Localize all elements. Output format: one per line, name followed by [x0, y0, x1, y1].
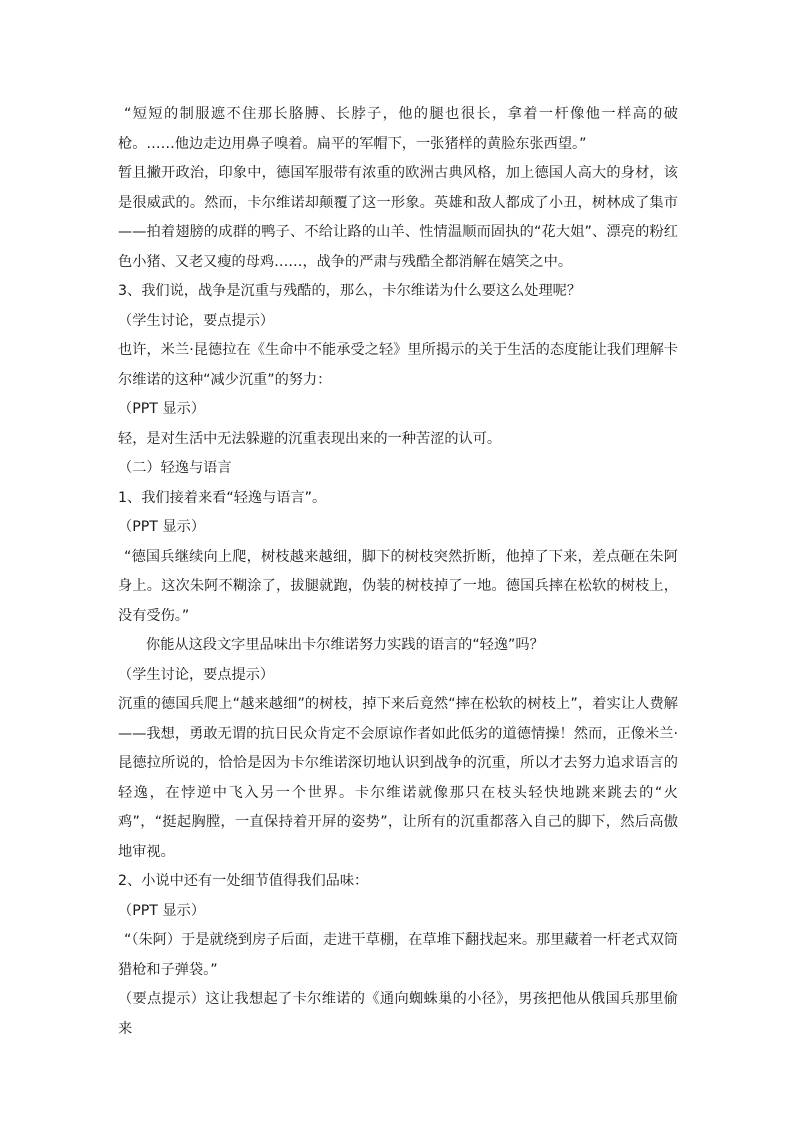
item-1: 1、我们接着来看“轻逸与语言”。: [118, 489, 327, 506]
ppt-note: （PPT 显示）: [118, 519, 206, 535]
ppt-note: （PPT 显示）: [118, 401, 206, 417]
question-lightness: 你能从这段文字里品味出卡尔维诺努力实践的语言的“轻逸”吗？: [146, 637, 544, 653]
section-heading-lightness-language: （二）轻逸与语言: [118, 460, 232, 476]
paragraph-kundera: 也许，米兰·昆德拉在《生命中不能承受之轻》里所揭示的关于生活的态度能让我们理解卡尔维诺的这种“减少沉重”的努力：: [118, 342, 678, 388]
quote-paragraph-shotgun: “（朱阿）于是就绕到房子后面，走进干草棚，在草堆下翻找起来。那里藏着一杆老式双筒猎枪和子弹袋。”: [118, 932, 678, 978]
discussion-note: （学生讨论，要点提示）: [118, 312, 275, 329]
paragraph-analysis: 沉重的德国兵爬上“越来越细”的树枝，掉下来后竟然“摔在松软的树枝上”，着实让人费解——我想，勇敢无谓的抗日民众肯定不会原谅作者如此低劣的道德情操！然而，正像米兰·昆德拉所说的，恰恰是因为卡尔维诺深切地认识到战争的沉重，所以才去努力追求语言的轻逸，在悖逆中飞入另一个世界。卡尔维诺就像那只在枝头轻快地跳来跳去的“火鸡”，“挺起胸膛，一直保持着开屏的姿势”，让所有的沉重都落入自己的脚下，然后高傲地审视。: [118, 696, 678, 860]
question-3: 3、我们说，战争是沉重与残酷的，那么，卡尔维诺为什么要这么处理呢？: [118, 283, 582, 299]
paragraph-german-uniform: 暂且撇开政治，印象中，德国军服带有浓重的欧洲古典风格，加上德国人高大的身材，该是很威武的。然而，卡尔维诺却颠覆了这一形象。英雄和敌人都成了小丑，树林成了集市——拍着翅膀的成群的鸭子、不给让路的山羊、性情温顺而固执的“花大姐”、漂亮的粉红色小猪、又老又瘦的母鸡……，战争的严肃与残酷全都消解在嬉笑之中。: [118, 165, 678, 270]
item-2: 2、小说中还有一处细节值得我们品味：: [118, 873, 369, 889]
discussion-note: （学生讨论，要点提示）: [118, 666, 275, 683]
quote-paragraph-uniform: “短短的制服遮不住那长胳膊、长脖子，他的腿也很长，拿着一杆像他一样高的破枪。……他边走边用鼻子嗅着。扁平的军帽下，一张猪样的黄脸东张西望。”: [118, 106, 678, 152]
ppt-note: （PPT 显示）: [118, 902, 206, 919]
paragraph-spider-nest: （要点提示）这让我想起了卡尔维诺的《通向蜘蛛巢的小径》，男孩把他从俄国兵那里偷来: [118, 991, 678, 1037]
paragraph-lightness-definition: 轻，是对生活中无法躲避的沉重表现出来的一种苦涩的认可。: [118, 430, 502, 447]
quote-paragraph-soldier-climb: “德国兵继续向上爬，树枝越来越细，脚下的树枝突然折断，他掉了下来，差点砸在朱阿身上。这次朱阿不糊涂了，拔腿就跑，伪装的树枝掉了一地。德国兵摔在松软的树枝上，没有受伤。”: [118, 548, 678, 624]
